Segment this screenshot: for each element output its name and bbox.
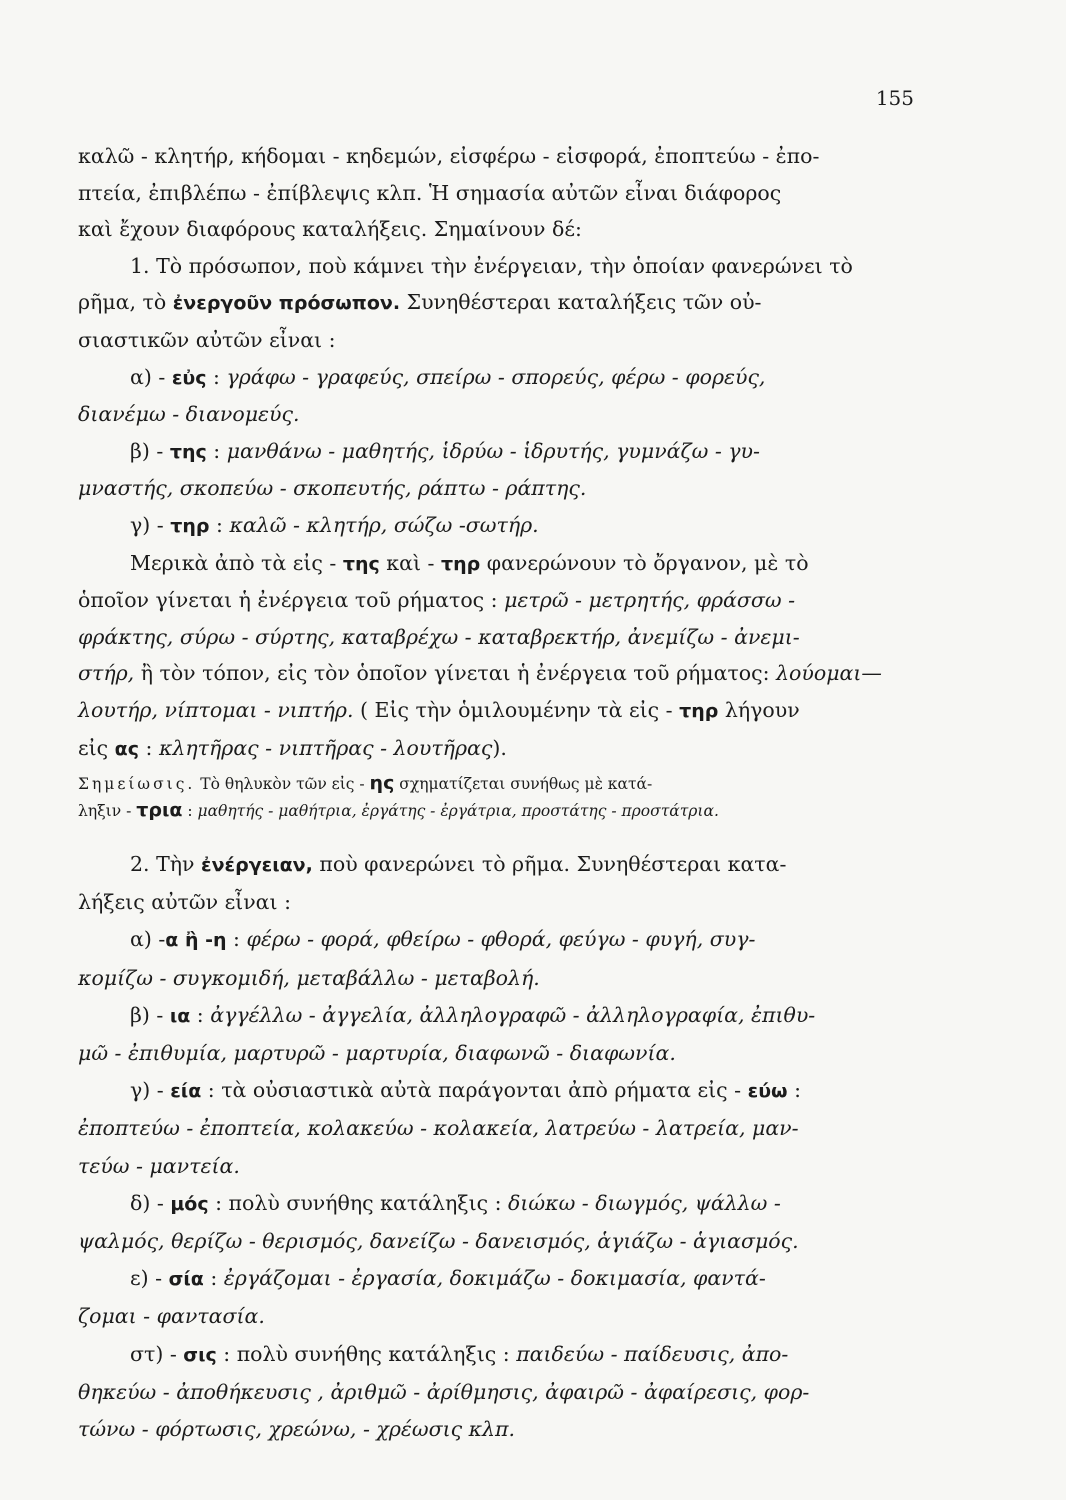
text-line: κομίζω - συγκομιδή, μεταβάλλω - μεταβολή. <box>78 965 540 990</box>
text-line: μναστής, σκοπεύω - σκοπευτής, ράπτω - ράπτης. <box>78 476 587 501</box>
text-line: στ) - σις : πολὺ συνήθης κατάληξις : παιδεύω - παίδευσις, ἀπο- <box>130 1341 789 1366</box>
page-number: 155 <box>875 86 914 110</box>
text-line: β) - ια : ἀγγέλλω - ἀγγελία, ἀλληλογραφῶ - ἀλληλογραφία, ἐπιθυ- <box>130 1002 816 1027</box>
note-line: ληξιν - τρια : μαθητής - μαθήτρια, ἐργάτης - ἐργάτρια, προστάτης - προστάτρια. <box>78 799 719 821</box>
text-line: θηκεύω - ἀποθήκευσις , ἀριθμῶ - ἀρίθμησις, ἀφαιρῶ - ἀφαίρεσις, φορ- <box>78 1379 810 1404</box>
text-line: στήρ, ἢ τὸν τόπον, εἰς τὸν ὁποῖον γίνεται ἡ ἐνέργεια τοῦ ρήματος: λούομαι— <box>78 661 882 686</box>
text-line: πτεία, ἐπιβλέπω - ἐπίβλεψις κλπ. Ἡ σημασία αὐτῶν εἶναι διάφορος <box>78 180 782 205</box>
text-line: σιαστικῶν αὐτῶν εἶναι : <box>78 327 336 352</box>
note-line: Σημείωσις. Τὸ θηλυκὸν τῶν εἰς - ης σχηματίζεται συνήθως μὲ κατά- <box>78 772 653 794</box>
section-action-suffixes <box>78 846 914 1448</box>
text-line: α) -α ἢ -η : φέρω - φορά, φθείρω - φθορά, φεύγω - φυγή, συγ- <box>130 927 756 952</box>
text-line: Μερικὰ ἀπὸ τὰ εἰς - της καὶ - τηρ φανερώνουν τὸ ὄργανον, μὲ τὸ <box>130 550 809 575</box>
section-agent-suffixes <box>78 138 914 767</box>
text-line: λήξεις αὐτῶν εἶναι : <box>78 890 291 915</box>
text-line: λουτήρ, νίπτομαι - νιπτήρ. ( Εἰς τὴν ὁμιλουμένην τὰ εἰς - τηρ λήγουν <box>78 697 800 722</box>
text-line: τεύω - μαντεία. <box>78 1153 240 1178</box>
text-line: καὶ ἔχουν διαφόρους καταλήξεις. Σημαίνουν δέ: <box>78 217 582 242</box>
text-line: α) - εὐς : γράφω - γραφεύς, σπείρω - σπορεύς, φέρω - φορεύς, <box>130 364 766 389</box>
text-line: εἰς ας : κλητῆρας - νιπτῆρας - λουτῆρας). <box>78 735 507 760</box>
text-line: καλῶ - κλητήρ, κήδομαι - κηδεμών, εἰσφέρω - εἰσφορά, ἐποπτεύω - ἐπο- <box>78 144 820 168</box>
text-line: ἐποπτεύω - ἐποπτεία, κολακεύω - κολακεία, λατρεύω - λατρεία, μαν- <box>78 1116 799 1141</box>
text-line: γ) - εία : τὰ οὐσιαστικὰ αὐτὰ παράγονται ἀπὸ ρήματα εἰς - εύω : <box>130 1078 801 1103</box>
text-line: γ) - τηρ : καλῶ - κλητήρ, σώζω -σωτήρ. <box>130 512 539 537</box>
text-line: β) - της : μανθάνω - μαθητής, ἱδρύω - ἱδρυτής, γυμνάζω - γυ- <box>130 438 760 463</box>
note-label: Σημείωσις. <box>78 775 196 793</box>
text-line: 1. Τὸ πρόσωπον, ποὺ κάμνει τὴν ἐνέργειαν, τὴν ὁποίαν φανερώνει τὸ <box>130 253 853 278</box>
text-line: ζομαι - φαντασία. <box>78 1304 265 1329</box>
text-line: ε) - σία : ἐργάζομαι - ἐργασία, δοκιμάζω - δοκιμασία, φαντά- <box>130 1266 766 1291</box>
text-line: φράκτης, σύρω - σύρτης, καταβρέχω - καταβρεκτήρ, ἀνεμίζω - ἀνεμι- <box>78 624 800 649</box>
text-line: τώνω - φόρτωσις, χρεώνω, - χρέωσις κλπ. <box>78 1417 516 1442</box>
text-line: ρῆμα, τὸ ἐνεργοῦν πρόσωπον. Συνηθέστεραι καταλήξεις τῶν οὐ- <box>78 290 762 315</box>
text-line: ὁποῖον γίνεται ἡ ἐνέργεια τοῦ ρήματος : μετρῶ - μετρητής, φράσσω - <box>78 588 796 613</box>
text-line: ψαλμός, θερίζω - θερισμός, δανείζω - δανεισμός, ἁγιάζω - ἁγιασμός. <box>78 1229 799 1254</box>
text-line: 2. Τὴν ἐνέργειαν, ποὺ φανερώνει τὸ ρῆμα. Συνηθέστεραι κατα- <box>130 852 787 876</box>
text-line: δ) - μός : πολὺ συνήθης κατάληξις : διώκω - διωγμός, ψάλλω - <box>130 1190 781 1215</box>
note-block <box>78 770 914 824</box>
text-line: μῶ - ἐπιθυμία, μαρτυρῶ - μαρτυρία, διαφωνῶ - διαφωνία. <box>78 1041 676 1066</box>
text-line: διανέμω - διανομεύς. <box>78 402 300 427</box>
